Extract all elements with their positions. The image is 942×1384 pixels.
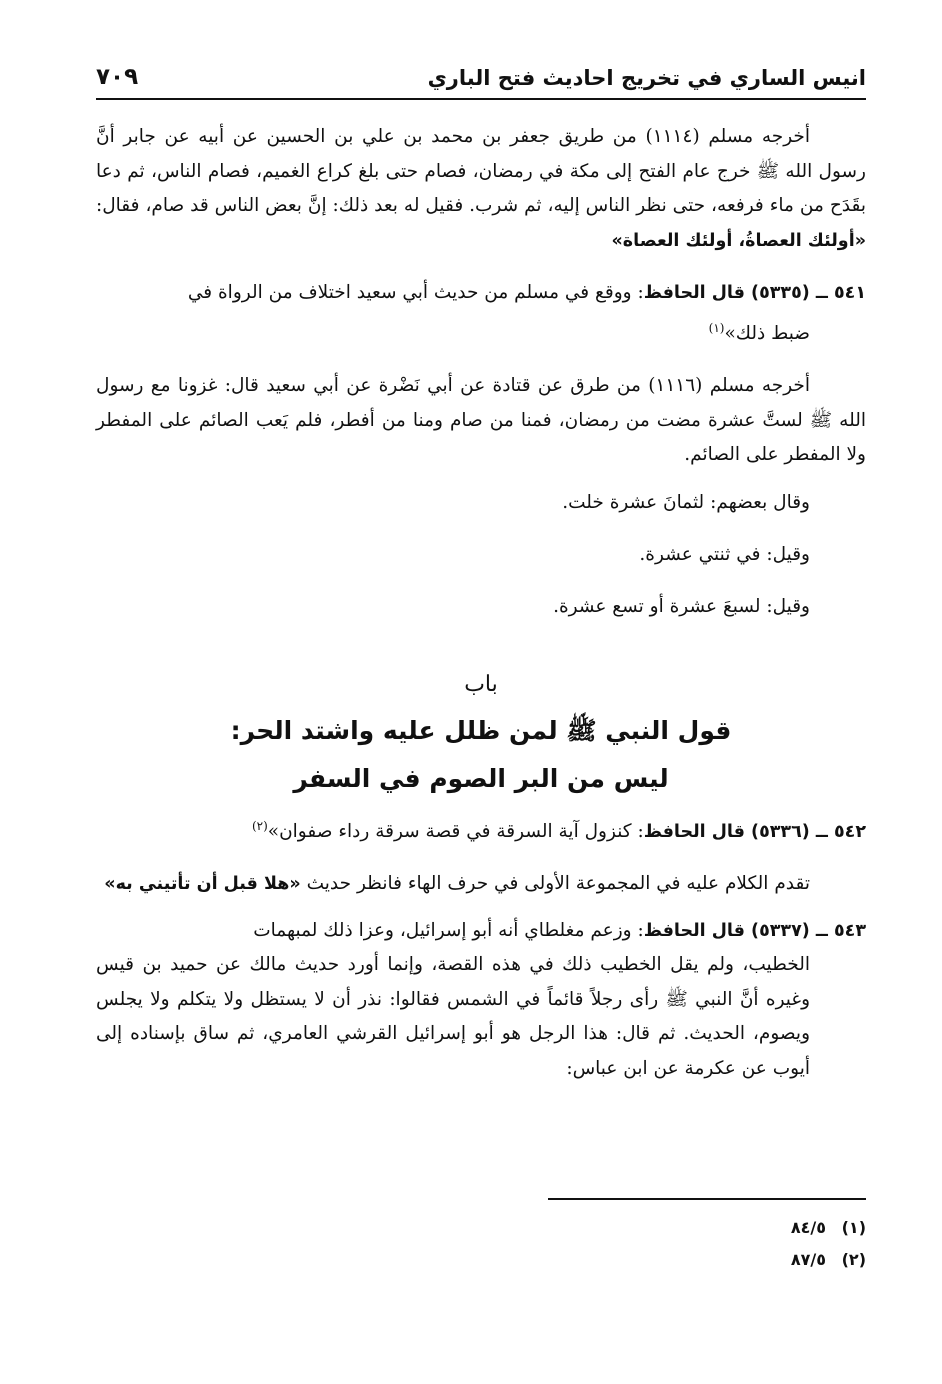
entry-text: ضبط ذلك» — [724, 322, 810, 344]
page-number: ٧٠٩ — [96, 64, 139, 90]
entry-text: : ووقع في مسلم من حديث أبي سعيد اختلاف من الرواة في — [187, 282, 644, 303]
chapter-word: باب — [464, 671, 498, 697]
entry-text: : وزعم مغلطاي أنه أبو إسرائيل، وعزا ذلك لمبهمات — [253, 919, 644, 941]
footnote-1 — [791, 1212, 866, 1244]
entry-text: الخطيب، ولم يقل الخطيب ذلك في هذه القصة، وإنما أورد حديث مالك عن حميد بن قيس وغيره أنَّ النبي ﷺ رأى رجلاً قائماً في الشمس فقالوا: نذر أن لا يستظل ولا يتكلم ولا يجلس ويصوم، الحديث. ثم قال: هذا الرجل هو أبو إسرائيل القرشي العامري، ثم ساق بإسناده إلى أيوب عن عكرمة عن ابن عباس: — [96, 954, 810, 1079]
footnote-number: (١) — [841, 1218, 866, 1237]
entry-543 — [96, 914, 866, 949]
entry-number: ٥٤٢ ــ (٥٣٣٦) قال الحافظ — [643, 821, 866, 842]
footnote-marker: (١) — [708, 320, 725, 335]
entry-541 — [96, 276, 866, 311]
paragraph-text: أخرجه مسلم (١١١٦) من طرق عن قتادة عن أبي نَضْرة عن أبي سعيد قال: غزونا مع رسول الله ﷺ لستَّ عشرة مضت من رمضان، فمنا من صام ومنا من أفطر، فلم يَعب الصائم على المفطر ولا المفطر على الصائم. — [96, 375, 866, 466]
paragraph-text: تقدم الكلام عليه في المجموعة الأولى في حرف الهاء فانظر حديث — [300, 873, 810, 895]
header-rule — [96, 98, 866, 100]
page-body — [96, 120, 866, 1086]
footnotes — [791, 1212, 866, 1276]
footnote-2 — [791, 1244, 866, 1276]
entry-543-continuation — [96, 948, 866, 1086]
paragraph-cross-reference — [96, 867, 866, 902]
entry-number: ٥٤١ ــ (٥٣٣٥) قال الحافظ — [643, 283, 866, 303]
hadith-quote: «أولئك العصاةُ، أولئك العصاة» — [611, 230, 866, 251]
footnote-rule — [548, 1198, 866, 1200]
paragraph-takhrij-1114 — [96, 120, 866, 258]
entry-542 — [96, 809, 866, 850]
entry-541-continuation — [96, 311, 866, 352]
chapter-title-line-2: ليس من البر الصوم في السفر — [293, 763, 669, 793]
footnote-reference: ٨٧/٥ — [790, 1250, 826, 1269]
page-header — [96, 62, 866, 100]
footnote-reference: ٨٤/٥ — [790, 1218, 826, 1237]
entry-text: : كنزول آية السرقة في قصة سرقة رداء صفوان» — [267, 820, 644, 842]
chapter-title-line-1: قول النبي ﷺ لمن ظلل عليه واشتد الحر: — [230, 715, 732, 745]
variant-line-1: وقال بعضهم: لثمانَ عشرة خلت. — [562, 491, 810, 513]
entry-number: ٥٤٣ ــ (٥٣٣٧) قال الحافظ — [643, 920, 866, 941]
running-title: انيس الساري في تخريج احاديث فتح الباري — [427, 66, 866, 90]
variant-line-2: وقيل: في ثنتي عشرة. — [639, 543, 810, 565]
hadith-quote: «هلا قبل أن تأتيني به» — [104, 874, 301, 895]
footnote-marker: (٢) — [251, 818, 268, 833]
paragraph-takhrij-1116 — [96, 369, 866, 473]
variant-line-3: وقيل: لسبعَ عشرة أو تسع عشرة. — [553, 595, 810, 617]
footnote-number: (٢) — [841, 1250, 866, 1269]
paragraph-text: أخرجه مسلم (١١١٤) من طريق جعفر بن محمد بن علي بن الحسين عن أبيه عن جابر أنَّ رسول الله ﷺ خرج عام الفتح إلى مكة في رمضان، فصام حتى بلغ كراع الغميم، فصام الناس، ثم دعا بقَدَح من ماء فرفعه، حتى نظر الناس إليه، ثم شرب. فقيل له بعد ذلك: إنَّ بعض الناس قد صام، فقال: — [96, 126, 866, 216]
